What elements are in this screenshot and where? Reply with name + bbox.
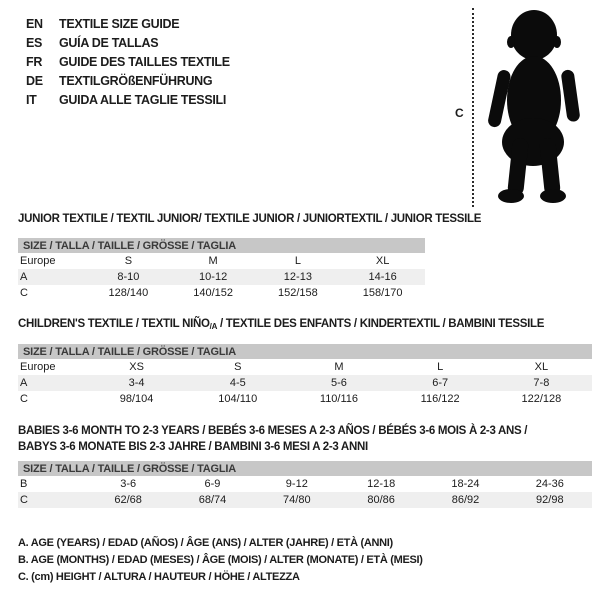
value-cell: 98/104 [119,393,154,405]
children-section-title [18,316,544,335]
value-cell: 6-7 [390,375,491,391]
value-cell: 24-36 [535,478,564,490]
size-cell: L [294,255,301,267]
row-label: B [20,478,28,490]
language-code: IT [26,93,37,107]
babies-size-table [18,461,592,508]
size-cell: XL [375,255,390,267]
children-title-after: / TEXTILE DES ENFANTS / KINDERTEXTIL / BAMBINI TESSILE [217,318,545,330]
size-cell: XL [534,361,549,373]
size-cell: L [437,361,444,373]
value-cell: 5-6 [288,375,389,391]
language-code: ES [26,36,43,50]
language-title: GUÍA DE TALLAS [59,36,159,50]
value-cell: 104/110 [218,393,258,405]
language-title: GUIDA ALLE TAGLIE TESSILI [59,93,227,107]
language-title: TEXTILGRÖßENFÜHRUNG [59,74,213,88]
language-code: DE [26,74,43,88]
size-cell: S [124,255,133,267]
language-row-it [26,91,230,110]
row-label: Europe [20,255,56,267]
value-cell: 14-16 [340,269,425,285]
legend-note-c: C. (cm) HEIGHT / ALTURA / HAUTEUR / HÖHE / ALTEZZA [18,571,300,583]
language-title: TEXTILE SIZE GUIDE [59,17,180,31]
value-cell: 12-18 [367,478,396,490]
size-header-bar [18,238,425,253]
size-header-text: SIZE / TALLA / TAILLE / GRÖSSE / TAGLIA [18,344,592,359]
table-row-height [18,285,425,301]
row-label: C [18,492,86,508]
language-code: FR [26,55,43,69]
row-label: A [18,375,86,391]
value-cell: 4-5 [187,375,288,391]
value-cell: 110/116 [319,393,359,405]
table-row-europe [18,359,592,375]
size-cell: S [234,361,242,373]
size-header-bar [18,344,592,359]
size-cell: M [334,361,344,373]
value-cell: 7-8 [491,375,592,391]
table-row-age [18,375,592,391]
value-cell: 152/158 [277,287,318,299]
value-cell: 116/122 [420,393,460,405]
value-cell: 92/98 [508,492,592,508]
language-row-en [26,15,230,34]
babies-title-line-1: BABIES 3-6 MONTH TO 2-3 YEARS / BEBÉS 3-6 MESES A 2-3 AÑOS / BÉBÉS 3-6 MOIS À 2-3 ANS / [18,425,528,437]
value-cell: 3-4 [86,375,187,391]
table-row-height [18,492,592,508]
baby-silhouette-icon [482,8,592,206]
junior-size-table [18,238,425,301]
value-cell: 74/80 [255,492,339,508]
table-row-height [18,391,592,407]
value-cell: 86/92 [423,492,507,508]
value-cell: 10-12 [171,269,256,285]
legend-note-b: B. AGE (MONTHS) / EDAD (MESES) / ÂGE (MOIS) / ALTER (MONATE) / ETÀ (MESI) [18,554,423,566]
babies-title-line-2: BABYS 3-6 MONATE BIS 2-3 JAHRE / BAMBINI 3-6 MESI A 2-3 ANNI [18,441,368,453]
height-measure-label: C [455,106,464,120]
language-title: GUIDE DES TAILLES TEXTILE [59,55,230,69]
size-header-bar [18,461,592,476]
value-cell: 68/74 [170,492,254,508]
value-cell: 122/128 [521,393,562,405]
junior-section-title: JUNIOR TEXTILE / TEXTIL JUNIOR/ TEXTILE JUNIOR / JUNIORTEXTIL / JUNIOR TESSILE [18,213,482,225]
value-cell: 12-13 [256,269,341,285]
row-label: C [20,393,28,405]
size-header-text: SIZE / TALLA / TAILLE / GRÖSSE / TAGLIA [18,238,425,253]
height-measure-dotted-line [472,8,474,207]
legend-notes [18,535,423,586]
value-cell: 3-6 [120,478,137,490]
language-row-fr [26,53,230,72]
value-cell: 9-12 [285,478,308,490]
table-row-age [18,269,425,285]
legend-note-a: A. AGE (YEARS) / EDAD (AÑOS) / ÂGE (ANS) / ALTER (JAHRE) / ETÀ (ANNI) [18,537,393,549]
language-row-de [26,72,230,91]
value-cell: 80/86 [339,492,423,508]
value-cell: 6-9 [204,478,221,490]
language-row-es [26,34,230,53]
children-title-before: CHILDREN'S TEXTILE / TEXTIL NIÑO [18,318,210,330]
size-cell: M [208,255,218,267]
children-title-subscript: /A [209,322,218,331]
language-title-list [26,15,230,110]
children-size-table [18,344,592,407]
babies-section-title [18,423,527,455]
row-label: A [18,269,86,285]
row-label: Europe [20,361,56,373]
value-cell: 158/170 [362,287,403,299]
table-row-europe [18,253,425,269]
size-header-text: SIZE / TALLA / TAILLE / GRÖSSE / TAGLIA [18,461,592,476]
value-cell: 128/140 [108,287,149,299]
value-cell: 62/68 [86,492,170,508]
language-code: EN [26,17,43,31]
value-cell: 18-24 [451,478,480,490]
value-cell: 140/152 [193,287,233,299]
table-row-age-months [18,476,592,492]
row-label: C [20,287,28,299]
value-cell: 8-10 [86,269,171,285]
size-cell: XS [129,361,144,373]
